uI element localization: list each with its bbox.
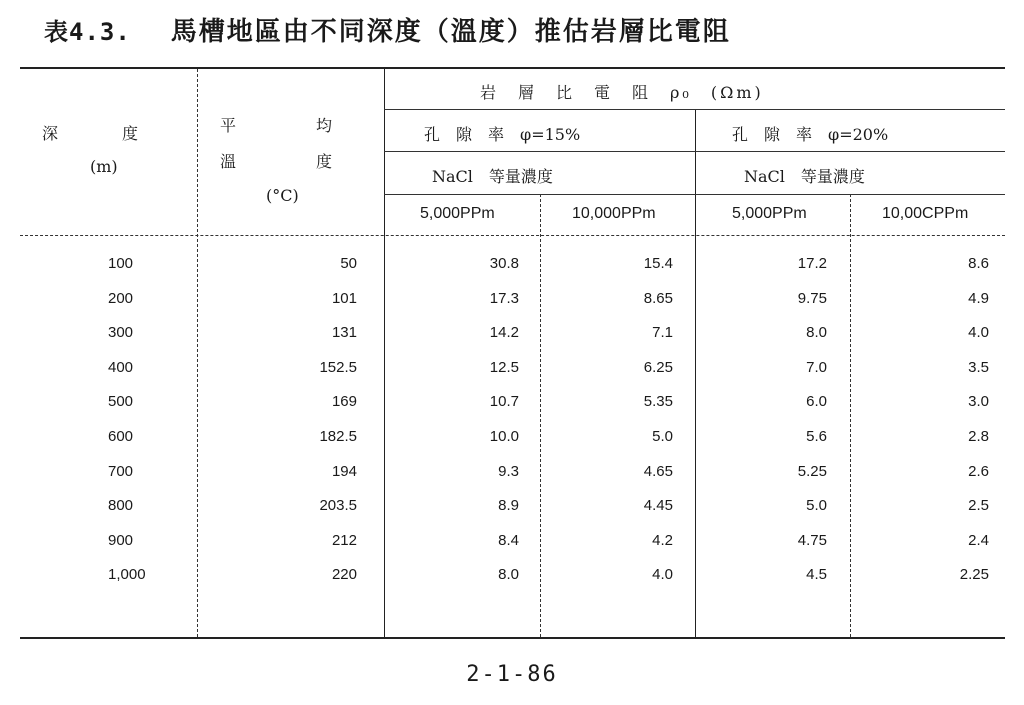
resistivity-15-5000-cell: 8.9	[498, 497, 519, 515]
resistivity-15-10000-cell: 5.0	[652, 428, 673, 445]
depth-cell: 900	[108, 531, 134, 549]
depth-cell: 1,000	[108, 566, 146, 584]
resistivity-15-5000-cell: 8.0	[498, 566, 519, 584]
table-row	[20, 558, 1005, 592]
table-title	[44, 8, 731, 50]
resistivity-20-5000-cell: 9.75	[797, 289, 827, 307]
header-nacl-20: NaCl 等量濃度	[744, 167, 865, 186]
resistivity-20-5000-cell: 7.0	[806, 358, 827, 376]
resistivity-20-5000-cell: 8.0	[806, 324, 827, 342]
table-number: 表4.3.	[44, 17, 131, 46]
resistivity-table	[20, 67, 1005, 639]
header-conc-5000-15: 5,000PPm	[420, 205, 495, 222]
resistivity-15-10000-cell: 7.1	[652, 324, 673, 342]
resistivity-15-5000-cell: 9.3	[498, 462, 519, 480]
resistivity-20-10000-cell: 2.25	[959, 566, 989, 584]
header-conc-5000-20: 5,000PPm	[732, 205, 807, 222]
resistivity-20-10000-cell: 3.5	[968, 358, 989, 376]
resistivity-15-5000-cell: 12.5	[489, 358, 519, 376]
header-temp-line2: 溫 度	[220, 152, 333, 171]
depth-cell: 400	[108, 358, 134, 376]
table-row	[20, 247, 1005, 281]
table-row	[20, 455, 1005, 489]
table-row	[20, 351, 1005, 385]
table-row	[20, 420, 1005, 454]
resistivity-15-10000-cell: 4.0	[652, 566, 673, 584]
depth-cell: 500	[108, 393, 134, 411]
resistivity-15-10000-cell: 4.2	[652, 531, 673, 549]
resistivity-15-10000-cell: 15.4	[643, 255, 673, 272]
resistivity-20-5000-cell: 5.25	[797, 462, 827, 480]
resistivity-20-10000-cell: 2.5	[968, 497, 989, 515]
temperature-cell: 131	[331, 324, 357, 342]
table-row	[20, 489, 1005, 523]
header-porosity-15: 孔 隙 率 φ=15%	[424, 125, 581, 144]
resistivity-20-5000-cell: 5.6	[806, 428, 827, 445]
header-conc-10000-15: 10,000PPm	[572, 205, 656, 222]
temperature-cell: 101	[331, 289, 357, 307]
row-divider	[384, 194, 1005, 195]
temperature-cell: 194	[331, 462, 357, 480]
resistivity-15-10000-cell: 4.65	[643, 462, 673, 480]
table-row	[20, 524, 1005, 558]
header-temp-line1: 平 均	[220, 116, 333, 135]
resistivity-15-5000-cell: 10.0	[489, 428, 519, 445]
depth-cell: 200	[108, 289, 134, 307]
temperature-cell: 220	[331, 566, 357, 584]
resistivity-20-5000-cell: 6.0	[806, 393, 827, 411]
resistivity-20-10000-cell: 4.0	[968, 324, 989, 342]
temperature-cell: 50	[340, 255, 357, 272]
temperature-cell: 203.5	[319, 497, 357, 515]
resistivity-20-5000-cell: 4.75	[797, 531, 827, 549]
depth-cell: 300	[108, 324, 134, 342]
resistivity-15-5000-cell: 8.4	[498, 531, 519, 549]
resistivity-20-10000-cell: 2.4	[968, 531, 989, 549]
temperature-cell: 182.5	[319, 428, 357, 445]
resistivity-15-5000-cell: 14.2	[489, 324, 519, 342]
header-nacl-15: NaCl 等量濃度	[432, 167, 553, 186]
header-depth-unit: (m)	[90, 157, 118, 176]
temperature-cell: 152.5	[319, 358, 357, 376]
resistivity-15-10000-cell: 8.65	[643, 289, 673, 307]
resistivity-20-10000-cell: 8.6	[968, 255, 989, 272]
header-bottom-rule	[20, 235, 1005, 236]
depth-cell: 700	[108, 462, 134, 480]
page-number: 2-1-86	[466, 662, 558, 687]
header-depth: 深 度	[42, 124, 139, 143]
resistivity-20-10000-cell: 2.6	[968, 462, 989, 480]
table-row	[20, 316, 1005, 350]
header-temp-unit: (°C)	[266, 186, 299, 205]
resistivity-15-5000-cell: 10.7	[489, 393, 519, 411]
temperature-cell: 212	[331, 531, 357, 549]
depth-cell: 800	[108, 497, 134, 515]
table-row	[20, 385, 1005, 419]
resistivity-15-5000-cell: 30.8	[489, 255, 519, 272]
resistivity-20-10000-cell: 4.9	[968, 289, 989, 307]
header-porosity-20: 孔 隙 率 φ=20%	[732, 125, 889, 144]
row-divider	[384, 109, 1005, 110]
resistivity-15-10000-cell: 6.25	[643, 358, 673, 376]
resistivity-20-5000-cell: 5.0	[806, 497, 827, 515]
table-caption: 馬槽地區由不同深度（溫度）推估岩層比電阻	[170, 16, 731, 47]
resistivity-20-5000-cell: 4.5	[806, 566, 827, 584]
temperature-cell: 169	[331, 393, 357, 411]
row-divider	[384, 151, 1005, 152]
resistivity-15-5000-cell: 17.3	[489, 289, 519, 307]
resistivity-15-10000-cell: 5.35	[643, 393, 673, 411]
resistivity-15-10000-cell: 4.45	[643, 497, 673, 515]
resistivity-20-5000-cell: 17.2	[797, 255, 827, 272]
header-conc-10000-20: 10,00CPPm	[882, 205, 969, 222]
header-resistivity: 岩 層 比 電 阻 ρ₀ (Ωm)	[480, 83, 764, 102]
table-row	[20, 282, 1005, 316]
depth-cell: 600	[108, 428, 134, 445]
depth-cell: 100	[108, 255, 134, 272]
resistivity-20-10000-cell: 3.0	[968, 393, 989, 411]
resistivity-20-10000-cell: 2.8	[968, 428, 989, 445]
